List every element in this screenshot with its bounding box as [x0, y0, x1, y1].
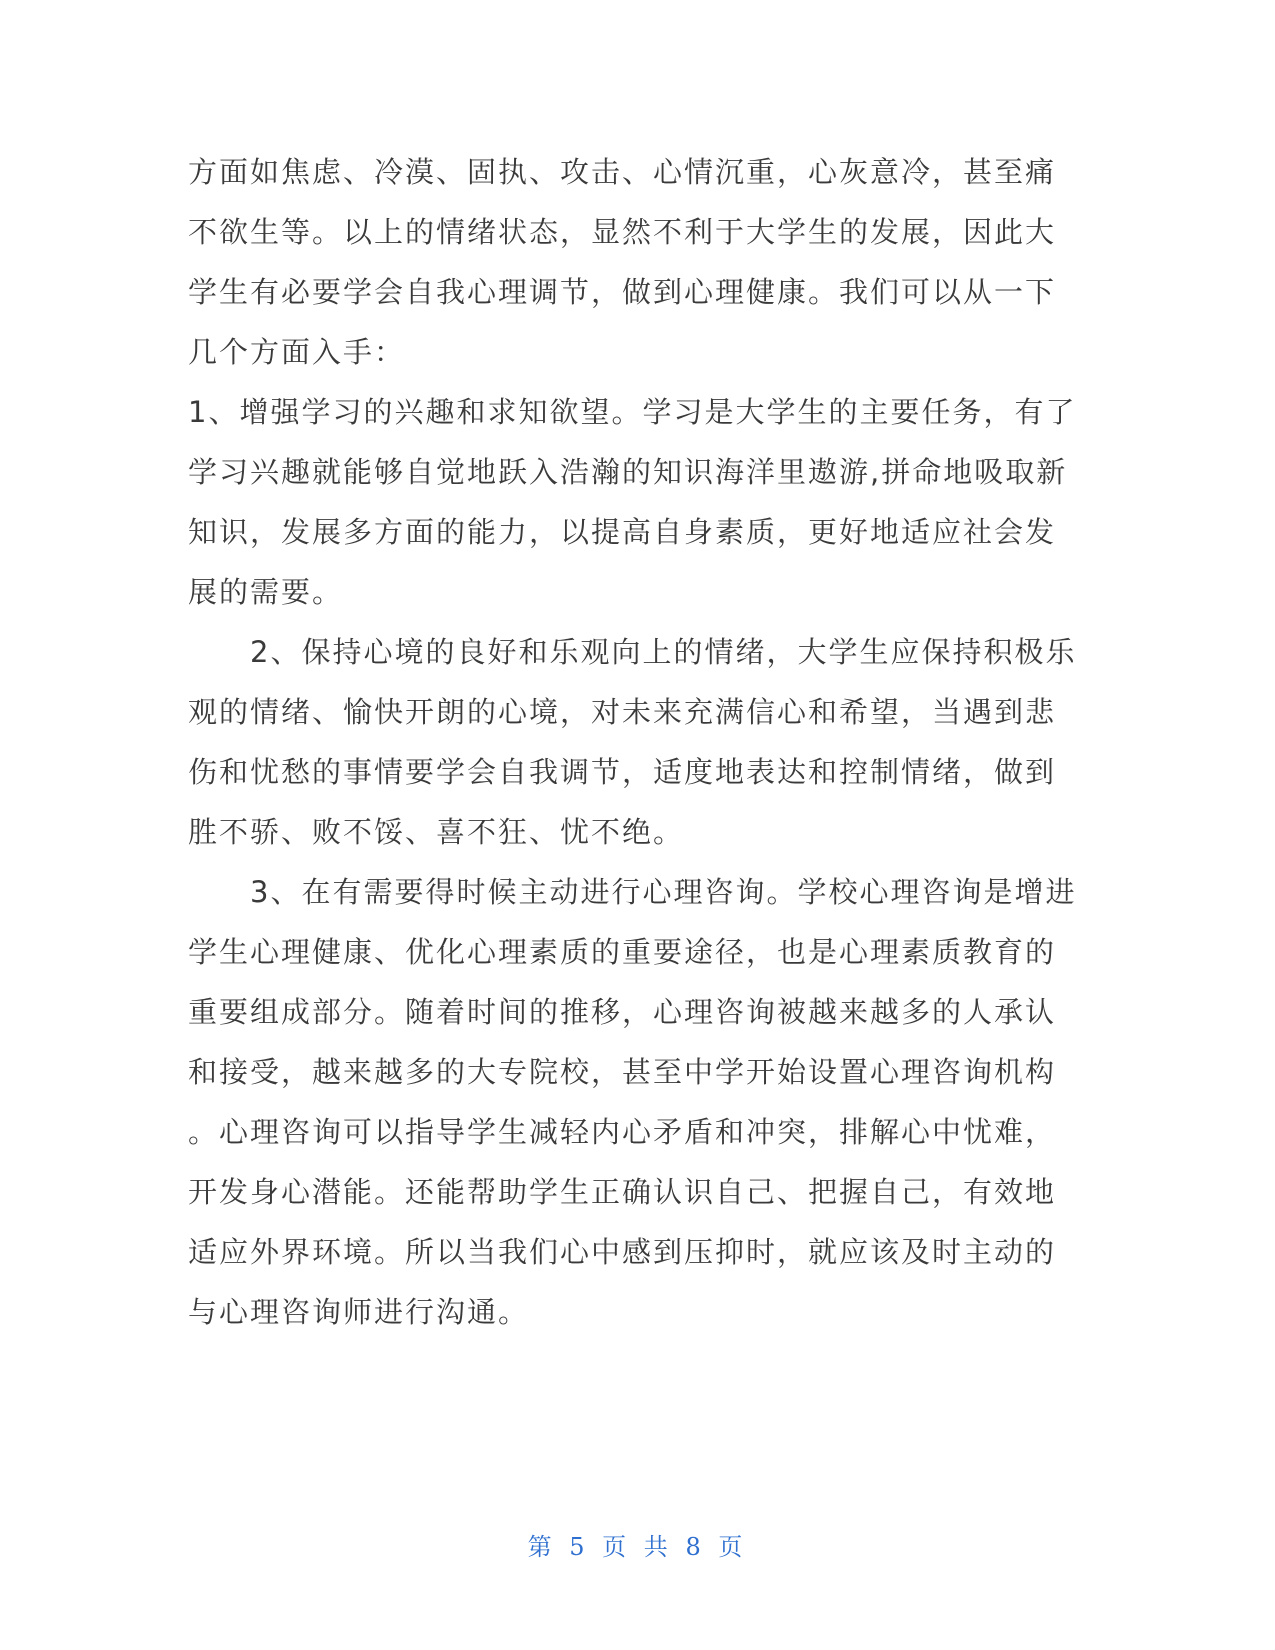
document-body [188, 142, 1077, 1342]
text-line: 知识，发展多方面的能力，以提高自身素质，更好地适应社会发 [188, 515, 1057, 549]
text-line: 适应外界环境。所以当我们心中感到压抑时，就应该及时主动的 [188, 1235, 1057, 1269]
text-line: 2、保持心境的良好和乐观向上的情绪，大学生应保持积极乐 [188, 635, 1077, 669]
text-line: 学生有必要学会自我心理调节，做到心理健康。我们可以从一下 [188, 275, 1057, 309]
text-line: 重要组成部分。随着时间的推移，心理咨询被越来越多的人承认 [188, 995, 1057, 1029]
text-line: 学习兴趣就能够自觉地跃入浩瀚的知识海洋里遨游,拼命地吸取新 [188, 455, 1068, 489]
text-line: 不欲生等。以上的情绪状态，显然不利于大学生的发展，因此大 [188, 215, 1057, 249]
text-line: 和接受，越来越多的大专院校，甚至中学开始设置心理咨询机构 [188, 1055, 1057, 1089]
text-line: 3、在有需要得时候主动进行心理咨询。学校心理咨询是增进 [188, 875, 1077, 909]
text-line: 胜不骄、败不馁、喜不狂、忧不绝。 [188, 815, 685, 849]
text-line: 开发身心潜能。还能帮助学生正确认识自己、把握自己，有效地 [188, 1175, 1057, 1209]
text-line: 。心理咨询可以指导学生减轻内心矛盾和冲突，排解心中忧难， [188, 1115, 1057, 1149]
text-line: 方面如焦虑、冷漠、固执、攻击、心情沉重，心灰意冷，甚至痛 [188, 155, 1057, 189]
text-line: 观的情绪、愉快开朗的心境，对未来充满信心和希望，当遇到悲 [188, 695, 1057, 729]
text-line: 几个方面入手： [188, 335, 406, 369]
text-line: 1、增强学习的兴趣和求知欲望。学习是大学生的主要任务，有了 [188, 395, 1077, 429]
text-line: 与心理咨询师进行沟通。 [188, 1295, 530, 1329]
page-number-footer: 第 5 页 共 8 页 [527, 1533, 748, 1561]
text-line: 学生心理健康、优化心理素质的重要途径，也是心理素质教育的 [188, 935, 1057, 969]
text-line: 展的需要。 [188, 575, 344, 609]
text-line: 伤和忧愁的事情要学会自我调节，适度地表达和控制情绪，做到 [188, 755, 1057, 789]
